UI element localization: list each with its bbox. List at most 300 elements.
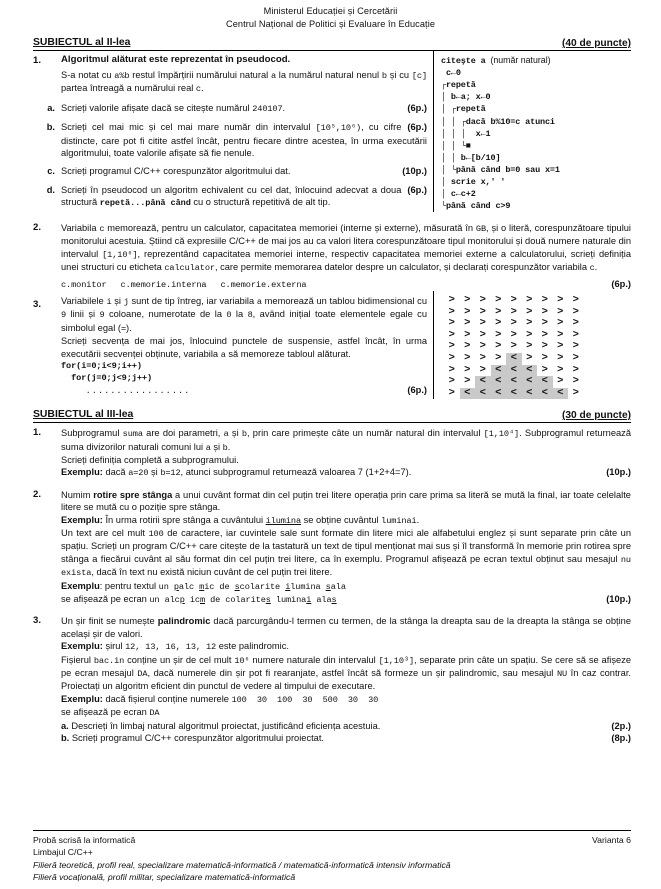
problem-1a-points: (6p.) [407, 102, 427, 113]
p3-var-a: a [256, 297, 262, 308]
s3p3-para-part-6: în caz contrar. Proiectați un algoritm eficient din punctul de vedere al timpului de executare. [61, 668, 631, 692]
example-word-marked-letter: i [306, 595, 312, 606]
s3p3b-letter: b. [61, 733, 70, 744]
example-word-marked-letter: m [199, 595, 206, 606]
p2-part-1: Variabila [61, 223, 100, 234]
s3p3-ex2-part-1: dacă fișierul conține numerele [102, 693, 232, 704]
example-word [199, 582, 214, 592]
s3p3-paragraph [61, 654, 631, 693]
example-word-body: ic [189, 595, 200, 606]
problem-1-intro [61, 69, 427, 96]
s3p3-max-count: 10⁶ [234, 655, 250, 666]
matrix-cell: < [506, 388, 522, 400]
s3p1-part-5: . Subprogramul returnează suma divizorilor naturali comuni lui [61, 428, 631, 452]
intro-part-2: restul împărțirii numărului natural [129, 69, 271, 80]
s3p1-subprogram-name: suma [122, 429, 143, 440]
problem-1-number: 1. [33, 55, 42, 67]
s3p2-body [61, 485, 631, 607]
p3-rows: 9 [61, 310, 67, 321]
matrix-cell: > [541, 340, 548, 353]
s3p2-part-2: a unui cuvânt format din cel puțin trei litere operația prin care prima sa literă se mută la final, iar toate celelalte litere se mută cu o poziție spre stânga. [61, 489, 631, 513]
example-word: un [149, 595, 160, 606]
s3p1-ex-part-2: și [148, 467, 161, 478]
matrix-cell: < [475, 376, 491, 388]
s3p2-paragraph [61, 527, 631, 580]
pseudocode-code: │ │ │ x←1 [441, 128, 491, 139]
s3p3-sub-b [61, 732, 631, 744]
pseudocode-comment: (număr natural) [485, 55, 551, 66]
matrix-cell: > [557, 317, 564, 330]
intro-mono-a: a [270, 70, 277, 81]
intro-mono-ab: a%b [114, 70, 130, 81]
example-word [165, 595, 185, 605]
matrix-cell: > [479, 328, 486, 341]
s3p2-ex1-word-out: luminai [381, 515, 417, 526]
pseudocode-code: └până când c>9 [441, 200, 511, 211]
example-word [316, 595, 336, 605]
example-word-marked-letter: p [179, 595, 185, 606]
example-word [285, 582, 320, 592]
s3p3-para-part-1: Fișierul [61, 654, 94, 665]
problem-1d-part-2: cu o structură repetitivă de alt tip. [190, 197, 331, 208]
pseudocode-line [441, 116, 631, 128]
matrix-cell: > [495, 317, 502, 330]
matrix-row [444, 307, 631, 319]
matrix-cell: > [464, 375, 471, 388]
p3-var-i: i [106, 297, 112, 308]
s3p2-ex2-part-2: se afișează pe ecran [61, 594, 150, 605]
symbol-matrix [444, 295, 631, 399]
p2-expressions-row [61, 278, 631, 291]
problem-1b-text [61, 121, 427, 159]
pseudocode-line [441, 140, 631, 152]
problem-1a [41, 102, 427, 115]
matrix-cell: > [572, 386, 579, 399]
matrix-cell: > [557, 363, 564, 376]
s3p3-ex2-result: DA [149, 708, 160, 719]
pseudocode-line [441, 176, 631, 188]
intro-part-3: la numărul natural nenul [276, 69, 382, 80]
s3p3-term-palindromic: palindromic [157, 616, 211, 627]
p3-code-line-1: for(i=0;i<9;i++) [61, 361, 142, 372]
s3p2-ex2-input-words [159, 582, 346, 592]
p3-var-a2: a [220, 349, 226, 360]
matrix-cell: > [448, 328, 455, 341]
p2-part-2: memorează, pentru un calculator, capacitatea memoriei (interne și externe), măsurată în [104, 223, 476, 234]
p3-part-5: linii și [66, 309, 100, 320]
s3p2-para-part-3: , dacă în text nu există niciun cuvânt de cel puțin trei litere. [91, 567, 333, 578]
matrix-cell: > [479, 294, 486, 307]
pseudocode-code: │ │ ┌dacă b%10=c atunci [441, 116, 555, 127]
matrix-cell: > [510, 340, 517, 353]
p3-part-7: la [231, 309, 248, 320]
s3p2-example-2-out [61, 593, 631, 606]
s3p3a-text: Descrieți în limbaj natural algoritmul proiectat, justificând eficiența acestuia. [71, 720, 381, 731]
matrix-cell: > [479, 352, 486, 365]
example-word: un [158, 581, 169, 592]
s3p1-points: (10p.) [606, 467, 631, 478]
s3p1-ex-b-value: b=12 [160, 468, 181, 479]
matrix-cell: > [526, 328, 533, 341]
s3p1-param-a: a [223, 429, 229, 440]
example-word-marked-letter: s [325, 581, 331, 592]
matrix-cell: > [526, 305, 533, 318]
matrix-cell: > [448, 363, 455, 376]
problem-3 [33, 291, 631, 399]
subject3-problem-2 [33, 485, 631, 607]
footer-filiera-vocationala: Filieră vocațională, profil militar, specializare matematică-informatică [33, 871, 296, 882]
pseudocode-code: │ │ └■ [441, 140, 471, 151]
p3-index-from: 0 [226, 310, 232, 321]
p3-cols: 9 [99, 310, 105, 321]
s3p3-ex1-sequence: 12, 13, 16, 13, 12 [125, 642, 217, 653]
pseudocode-code: citeşte a [441, 56, 486, 67]
pseudocode-line [441, 103, 631, 115]
example-word-marked-letter: m [199, 581, 205, 592]
footer-language: Limbajul C/C++ [33, 847, 93, 858]
s3p3a-letter: a. [61, 720, 69, 731]
problem-1c-letter: c. [47, 166, 55, 177]
matrix-row [444, 376, 631, 388]
subject3-points: (30 de puncte) [561, 409, 631, 421]
s3p3-example-1 [61, 640, 631, 653]
s3p1-part-7: . [227, 441, 231, 452]
s3p1-example [61, 466, 631, 479]
problem-1c [41, 165, 427, 177]
s3p1-part-6: și [210, 441, 223, 452]
p3-part-8: , având inițial toate elementele egale cu simbolul egal ( [61, 309, 428, 333]
matrix-cell: > [541, 352, 548, 365]
matrix-row [444, 318, 631, 330]
s3p2-ex1-label: Exemplu: [61, 514, 103, 525]
s3p2-number: 2. [33, 488, 42, 500]
p2-interval: [1,10⁶] [102, 249, 138, 260]
matrix-cell: > [557, 375, 564, 388]
matrix-cell: > [526, 294, 533, 307]
s3p3-part-1: Un șir finit se numește [61, 616, 158, 627]
example-word-marked-letter: s [265, 595, 271, 606]
s3p3-para-part-4: , separate prin câte un spațiu. Se cere să se afișeze pe ecran mesajul [61, 654, 632, 679]
matrix-cell: < [506, 365, 522, 377]
matrix-cell: > [526, 352, 533, 365]
matrix-cell: > [510, 305, 517, 318]
problem-1a-part-1: Scrieți valorile afișate dacă se citește numărul [61, 102, 253, 113]
footer-exam-name: Probă scrisă la informatică [33, 835, 136, 846]
example-word-body: colarite [225, 595, 266, 606]
intro-mono-b: b [381, 70, 387, 81]
matrix-cell: < [537, 376, 553, 388]
example-word: de [219, 581, 230, 592]
matrix-cell: < [506, 376, 522, 388]
matrix-cell: > [510, 294, 517, 307]
example-word-marked-letter: i [285, 581, 291, 592]
p2-unit-gb: GB [475, 224, 487, 235]
problem-1-text-column [33, 51, 433, 212]
s3p1-param-b: b [241, 429, 247, 440]
example-word-rest: ala [330, 581, 346, 592]
problem-1b [41, 121, 427, 159]
pseudocode-line [441, 128, 631, 140]
example-word [276, 595, 311, 605]
intro-mono-c-bracket: [c] [411, 70, 427, 81]
s3p1-param-a2: a [205, 442, 211, 453]
problem-1c-part-1: Scrieți programul C/C++ corespunzător algoritmului dat. [61, 166, 291, 177]
s3p1-param-b2: b [222, 442, 228, 453]
s3p3-msg-da: DA [137, 669, 148, 680]
pseudocode-panel [433, 51, 631, 212]
matrix-cell: < [506, 353, 522, 365]
problem-1c-points: (10p.) [402, 166, 427, 177]
problem-2-body [61, 218, 631, 291]
s3p3-ex2-label: Exemplu: [61, 693, 103, 704]
subject3-problem-3 [33, 611, 631, 744]
matrix-cell: > [495, 294, 502, 307]
s3p2-para-part-2: de caractere, iar cuvintele sale sunt formate din litere mici ale alfabetului englez și sunt separate prin câte un spațiu. Scrieți un program C/C++ care citește de la tastatură un text de tipul menționat mai sus și îl transformă în memorie prin rotirea spre stânga a fiecărui cuvânt al său format din cel puțin trei litere, ca în exemplu. Programul afișează pe ecran textul obținut sau mesajul [61, 528, 632, 564]
s3p1-body [61, 423, 631, 480]
matrix-cell: > [572, 363, 579, 376]
s3p3-sub-a [61, 720, 631, 732]
p2-expr-monitor: c.monitor [61, 279, 107, 290]
example-word [326, 582, 346, 592]
example-word [225, 595, 271, 605]
p3-part-9: ). [126, 322, 132, 333]
s3p2-ex1-word-in: ilumina [265, 515, 302, 526]
s3p3b-points: (8p.) [611, 733, 631, 744]
s3p3-file-name: bac.in [93, 655, 125, 666]
problem-3-points: (6p.) [407, 384, 427, 395]
subject2-title: SUBIECTUL al II-lea [33, 37, 131, 49]
p3-part-11: să memoreze tabloul alăturat. [225, 348, 351, 359]
pseudocode-code: │ │ b←[b/10] [441, 152, 501, 163]
p2-struct-label: calculator [164, 263, 215, 274]
matrix-cell: > [464, 328, 471, 341]
matrix-cell: > [557, 305, 564, 318]
p2-expr-memorie-interna: c.memorie.interna [120, 279, 207, 290]
s3p1-part-1: Subprogramul [61, 428, 123, 439]
pseudocode-line [441, 54, 631, 67]
p2-part-4: , reprezentând capacitatea memoriei interne, respectiv capacitatea memoriei externe a calculatorului, scrieți definiția unei structuri cu eticheta [61, 248, 631, 273]
pseudocode-line [441, 79, 631, 91]
p2-part-3: , și o literă, corespunzătoare tipului monitorului acestuia. Știind că expresiile C/C++ de mai jos au ca valori litera corespunzătoare tipul monitorului și două numere naturale din intervalul [61, 223, 631, 259]
s3p2-ex2-part-1: : pentru textul [99, 580, 159, 591]
intro-part-5: partea întreagă a numărului real [61, 83, 196, 94]
problem-3-body [61, 295, 427, 399]
matrix-cell: > [541, 317, 548, 330]
p3-symbol-equal: = [120, 323, 127, 334]
matrix-cell: > [572, 375, 579, 388]
matrix-row [444, 330, 631, 342]
matrix-cell: > [448, 386, 455, 399]
s3p2-example-2-in [61, 580, 631, 593]
matrix-cell: < [537, 388, 553, 400]
example-word-marked-letter: p [173, 581, 179, 592]
matrix-cell: > [464, 352, 471, 365]
problem-1a-part-2: . [282, 102, 286, 113]
matrix-row [444, 353, 631, 365]
s3p1-ex-a-value: a=20 [128, 468, 149, 479]
s3p3-number: 3. [33, 615, 42, 627]
intro-part-1: S-a notat cu [61, 69, 115, 80]
s3p1-line2: Scrieți definiția completă a subprogramului. [61, 455, 239, 466]
matrix-row [444, 341, 631, 353]
s3p3-ex2-part-2: se afișează pe ecran [61, 707, 150, 718]
p3-code-line-2: for(j=0;j<9;j++) [61, 372, 153, 383]
s3p3-para-part-3: numere naturale din intervalul [249, 654, 379, 665]
p3-part-1: Variabilele [61, 296, 107, 307]
matrix-cell: > [448, 305, 455, 318]
s3p3b-text: Scrieți programul C/C++ corespunzător algoritmului proiectat. [71, 733, 325, 744]
matrix-cell: > [464, 305, 471, 318]
example-word: de [210, 595, 221, 606]
section-header-subject2 [33, 36, 631, 51]
matrix-cell: > [557, 352, 564, 365]
pseudocode-code: │ scrie x,' ' [441, 176, 506, 187]
matrix-cell: > [448, 294, 455, 307]
center-line: Centrul Național de Politici și Evaluare în Educație [225, 18, 436, 29]
s3p2-para-part-1: Un text are cel mult [61, 528, 149, 538]
matrix-cell: > [495, 328, 502, 341]
matrix-cell: < [522, 388, 538, 400]
problem-1d-letter: d. [46, 184, 55, 195]
problem-1c-text [61, 165, 427, 177]
s3p2-max-chars: 100 [148, 529, 164, 539]
s3p3-ex1-part-1: șirul [102, 641, 126, 652]
example-word-rest: colarite [239, 581, 281, 592]
s3p3a-points: (2p.) [611, 720, 631, 731]
pseudocode-code: │ ┌repetă [441, 104, 486, 115]
p3-part-2: și [111, 296, 124, 307]
subject2-points: (40 de puncte) [561, 37, 631, 49]
document-header [0, 0, 661, 30]
problem-1 [33, 51, 631, 212]
matrix-cell: > [541, 294, 548, 307]
pseudocode-line [441, 67, 631, 79]
problem-1b-interval: [10⁵,10⁶) [315, 123, 362, 134]
p3-part-10: Scrieți secvența de mai jos, înlocuind punctele de suspensie, astfel încât, în urma executării secvenței obținute, variabila [61, 336, 427, 359]
pseudocode-code: │ └până când b=0 sau x=1 [441, 164, 560, 175]
matrix-row [444, 388, 631, 400]
problem-1b-points: (6p.) [407, 122, 427, 133]
s3p2-ex2-label: Exemplu [61, 580, 100, 591]
s3p2-ex1-part-2: se obține cuvântul [301, 514, 382, 525]
s3p2-ex2-output-words [149, 595, 336, 605]
matrix-cell: > [479, 317, 486, 330]
problem-2 [33, 218, 631, 291]
s3p3-part-2: dacă parcurgându-l termen cu termen, de la stânga la dreapta sau de la dreapta la stânga se obține același șir de valori. [61, 616, 631, 639]
ministry-line: Ministerul Educației și Cercetării [263, 6, 398, 16]
pseudocode-code: ┌repetă [441, 80, 476, 91]
example-word-body: ala [316, 595, 332, 606]
p3-part-4: memorează un tablou bidimensional cu [261, 296, 427, 307]
pseudocode-code: │ c←c+2 [441, 188, 476, 199]
matrix-cell: > [448, 375, 455, 388]
s3p3-example-2 [61, 693, 631, 706]
s3p2-example-1 [61, 514, 631, 527]
matrix-cell: > [572, 352, 579, 365]
matrix-cell: > [526, 317, 533, 330]
problem-1b-part-2: , cu cifre distincte, care pot fi citite astfel încât, pentru fiecare dintre acestea, în urma executării algoritmului, toate valorile afișate să fie nenule. [61, 122, 427, 158]
pseudocode-line [441, 200, 631, 212]
matrix-cell: > [464, 363, 471, 376]
matrix-cell: > [464, 340, 471, 353]
s3p3-ex1-part-2: este palindromic. [216, 641, 289, 652]
example-word [235, 582, 281, 592]
matrix-cell: > [541, 363, 548, 376]
s3p2-points: (10p.) [606, 594, 631, 605]
matrix-cell: > [464, 317, 471, 330]
s3p3-example-2-out [61, 706, 631, 719]
problem-3-text-column [33, 291, 433, 399]
problem-1d [41, 184, 427, 210]
matrix-cell: > [572, 294, 579, 307]
pseudocode-line [441, 152, 631, 164]
example-word-rest: ic [204, 581, 215, 592]
p2-var-c2: c [589, 263, 595, 274]
s3p3-ex2-numbers: 100 30 100 30 500 30 30 [231, 694, 379, 705]
example-word-body: alc [164, 595, 180, 606]
s3p3-interval: [1,10³] [378, 655, 415, 666]
matrix-cell: > [572, 328, 579, 341]
section-header-subject3 [33, 408, 631, 423]
example-word-body: lumina [275, 595, 307, 606]
matrix-cell: > [572, 317, 579, 330]
pseudocode-line [441, 91, 631, 103]
s3p1-part-3: și [228, 428, 242, 439]
problem-1d-text [61, 184, 427, 210]
p3-part-6: coloane, numerotate de la [104, 309, 227, 320]
matrix-cell: > [495, 352, 502, 365]
matrix-cell: > [464, 294, 471, 307]
problem-1a-number-value: 240107 [252, 103, 283, 114]
matrix-cell: < [491, 388, 507, 400]
pseudocode-code: c←0 [441, 68, 461, 79]
example-word-marked-letter: s [234, 581, 240, 592]
example-word-marked-letter: s [331, 595, 337, 606]
matrix-cell: > [572, 305, 579, 318]
matrix-cell: > [495, 305, 502, 318]
example-word-rest: lumina [290, 581, 321, 592]
footer-variant: Varianta 6 [592, 835, 631, 846]
problem-1-title: Algoritmul alăturat este reprezentat în pseudocod. [61, 54, 291, 66]
matrix-cell: > [541, 305, 548, 318]
matrix-cell: < [491, 365, 507, 377]
matrix-cell: > [495, 340, 502, 353]
matrix-cell: > [448, 317, 455, 330]
s3p1-part-4: , prin care primește câte un număr natural din intervalul [246, 428, 484, 439]
p2-part-6: . [594, 262, 598, 273]
matrix-cell: > [448, 352, 455, 365]
footer-filiera-teoretica: Filieră teoretică, profil real, specializare matematică-informatică / matematică-informatică intensiv informatică [33, 859, 451, 870]
matrix-cell: < [522, 365, 538, 377]
problem-2-points: (6p.) [611, 278, 631, 289]
matrix-cell: < [475, 388, 491, 400]
subject3-problem-1 [33, 423, 631, 480]
p3-code-line-3: ................. [61, 385, 191, 396]
matrix-row [444, 365, 631, 377]
problem-1d-structure: repetă...până când [99, 198, 191, 209]
p3-part-3: sunt de tip întreg, iar variabila [128, 296, 257, 307]
subject3-title: SUBIECTUL al III-lea [33, 409, 134, 421]
problem-1d-points: (6p.) [407, 184, 427, 195]
matrix-cell: < [522, 376, 538, 388]
s3p2-term-rotire: rotire spre stânga [93, 489, 173, 500]
p3-index-to: 8 [247, 310, 253, 321]
problem-1a-letter: a. [47, 102, 55, 113]
matrix-cell: > [479, 340, 486, 353]
matrix-row [444, 295, 631, 307]
matrix-cell: < [491, 376, 507, 388]
matrix-cell: < [460, 388, 476, 400]
